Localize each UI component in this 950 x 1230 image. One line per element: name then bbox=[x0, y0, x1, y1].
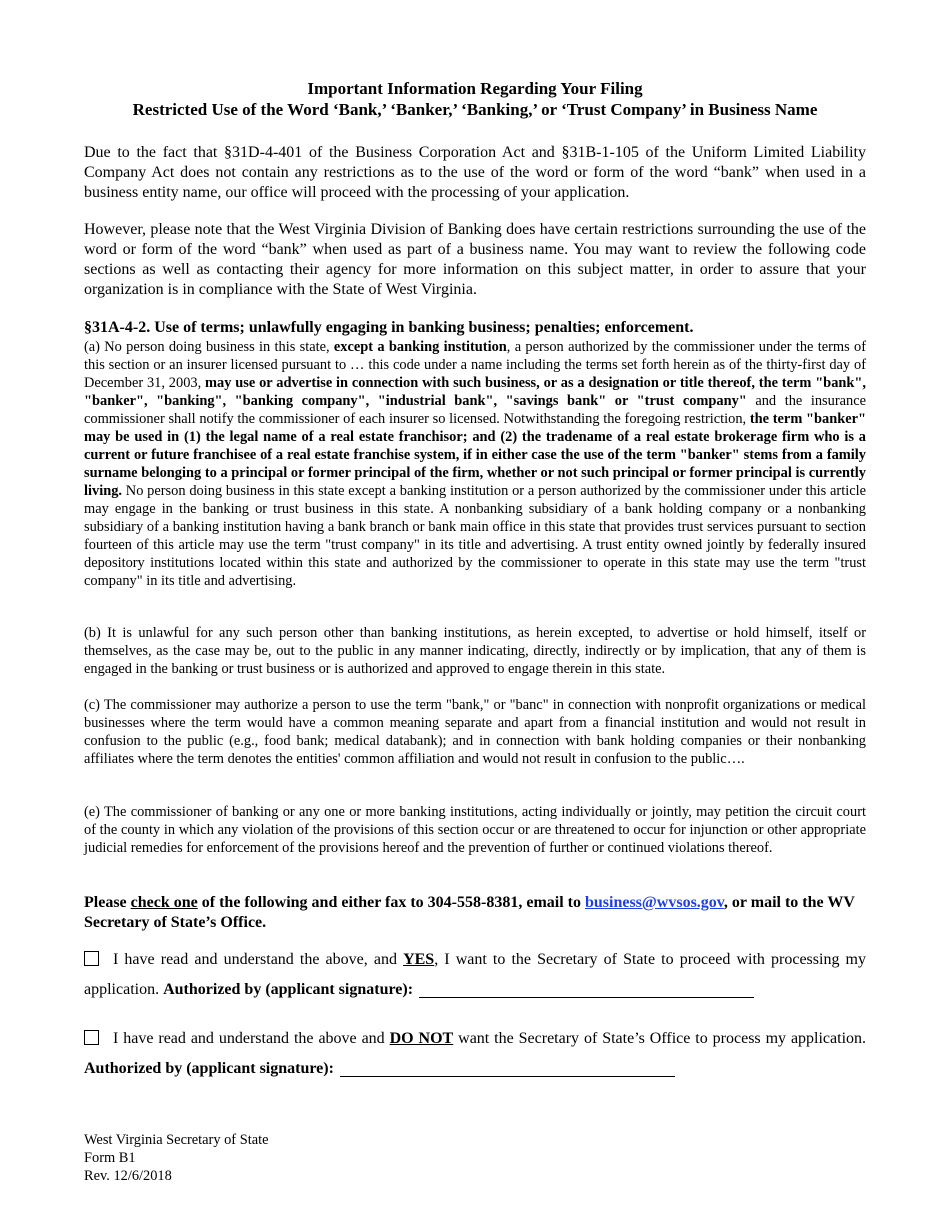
subsection-a-bold-1: except a banking institution bbox=[333, 339, 507, 355]
page-subtitle: Restricted Use of the Word ‘Bank,’ ‘Banker,’ ‘Banking,’ or ‘Trust Company’ in Business Name bbox=[132, 100, 818, 119]
statute-subsection-b: (b) It is unlawful for any such person other than banking institutions, as herein excepted, to advertise or hold himself, itself or themselves, as the case may be, out to the public in any manner indicating, directly, indirectly or by implication, that any of them is engaged in the banking or trust business or is authorized and approved to engage therein in this state. bbox=[84, 625, 866, 677]
subsection-a-bold-3: the term "banker" may be used in (1) the legal name of a real estate franchisor; and (2) the tradename of a real estate brokerage firm who is a current or future franchisee of a real estate franchise system, if in either case the use of the term "banker" stems from a family surname belonging to a principal or former principal of the firm, whether or not such principal or former principal is currently living. bbox=[84, 411, 866, 499]
subsection-a-bold-2: may use or advertise in connection with such business, or as a designation or title thereof, the term "bank", "banker", "banking", "banking company", "industrial bank", "savings bank" or "trust company" bbox=[84, 375, 866, 409]
page-title: Important Information Regarding Your Filing bbox=[307, 79, 643, 98]
footer-agency: West Virginia Secretary of State bbox=[84, 1132, 269, 1148]
footer-revision: Rev. 12/6/2018 bbox=[84, 1168, 172, 1184]
statute-subsection-c: (c) The commissioner may authorize a person to use the term "bank," or "banc" in connection with nonprofit organizations or medical businesses where the term would have a common meaning separate and apart from a financial institution and would not result in confusion to the public (e.g., food bank; medical databank); and in connection with bank holding companies or their nonbanking affiliates where the term denotes the entities' common affiliation and would not result in confusion to the public…. bbox=[84, 697, 866, 767]
instructions-check-one: check one bbox=[130, 894, 198, 911]
statute-subsection-a bbox=[84, 338, 866, 590]
no-checkbox[interactable] bbox=[84, 1030, 99, 1045]
option-yes-post: , I want to the Secretary of State to proceed with processing my application. bbox=[84, 951, 866, 998]
option-no-pre: I have read and understand the above and bbox=[113, 1030, 390, 1047]
no-signature-line[interactable] bbox=[340, 1060, 675, 1077]
intro-paragraph-2: However, please note that the West Virginia Division of Banking does have certain restrictions surrounding the use of the word or form of the word “bank” when used as part of a business name. You may want to review the following code sections as well as contacting their agency for more information on this subject matter, in order to assure that your organization is in compliance with the State of West Virginia. bbox=[84, 221, 866, 298]
option-no-keyword: DO NOT bbox=[389, 1030, 454, 1047]
option-yes bbox=[84, 945, 866, 1005]
form-footer bbox=[84, 1131, 268, 1185]
intro-paragraph-1: Due to the fact that §31D-4-401 of the Business Corporation Act and §31B-1-105 of the Uniform Limited Liability Company Act does not contain any restrictions as to the use of the word or form of the word “bank” when used in a business entity name, our office will proceed with the processing of your application. bbox=[84, 144, 866, 201]
subsection-a-text-1: (a) No person doing business in this state, bbox=[84, 339, 334, 355]
footer-form-number: Form B1 bbox=[84, 1150, 136, 1166]
option-no-signature-label: Authorized by (applicant signature): bbox=[84, 1060, 334, 1077]
instructions-pre: Please bbox=[84, 894, 131, 911]
option-no bbox=[84, 1024, 866, 1084]
submission-instructions bbox=[84, 893, 866, 933]
instructions-mid: of the following and either fax to 304-558-8381, email to bbox=[197, 894, 585, 911]
option-yes-keyword: YES bbox=[403, 951, 435, 968]
instructions-post: , or mail to the WV Secretary of State’s Office. bbox=[84, 894, 855, 931]
option-yes-pre: I have read and understand the above, and bbox=[113, 951, 404, 968]
email-link[interactable]: business@wvsos.gov bbox=[584, 894, 724, 911]
yes-checkbox[interactable] bbox=[84, 951, 99, 966]
statute-subsection-e: (e) The commissioner of banking or any one or more banking institutions, acting individually or jointly, may petition the circuit court of the county in which any violation of the provisions of this section occur or are threatened to occur for injunction or other appropriate judicial remedies for enforcement of the provisions hereof and the prevention of further or continued violations thereof. bbox=[84, 804, 866, 856]
subsection-a-text-2: , a person authorized by the commissioner under the terms of this section or an insurer licensed pursuant to … this code under a name including the terms set forth herein as of the thirty-first day of December 31, 2003, bbox=[84, 339, 866, 391]
option-yes-signature-label: Authorized by (applicant signature): bbox=[163, 981, 414, 998]
statute-heading: §31A-4-2. Use of terms; unlawfully engaging in banking business; penalties; enforcement. bbox=[84, 319, 694, 336]
yes-signature-line[interactable] bbox=[419, 981, 754, 998]
option-no-post: want the Secretary of State’s Office to process my application. bbox=[453, 1030, 867, 1047]
subsection-a-text-3: and the insurance commissioner shall notify the commissioner of each insurer so licensed. Notwithstanding the foregoing restriction, bbox=[84, 393, 866, 427]
title-block bbox=[84, 78, 866, 120]
subsection-a-text-4: No person doing business in this state except a banking institution or a person authorized by the commissioner under this article may engage in the banking or trust business in this state. A nonbanking subsidiary of a bank holding company or a nonbanking subsidiary of a banking institution having a bank branch or bank main office in this state that provides trust services pursuant to section fourteen of this article may use the term "trust company" in its title and advertising. A trust entity owned jointly by federally insured depository institutions located within this state and authorized by the commissioner to operate in this state may use the term "trust company" in its title and advertising. bbox=[84, 483, 866, 589]
